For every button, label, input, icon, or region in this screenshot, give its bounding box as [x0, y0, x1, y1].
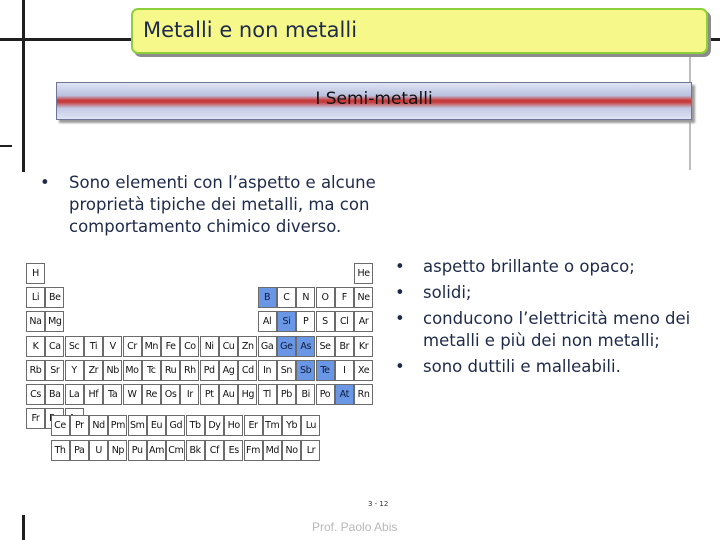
- element-sc: Sc: [65, 336, 84, 357]
- element-sm: Sm: [128, 415, 147, 436]
- element-rb: Rb: [26, 360, 45, 381]
- element-ru: Ru: [161, 360, 180, 381]
- element-ir: Ir: [180, 384, 199, 405]
- element-ag: Ag: [219, 360, 238, 381]
- element-hg: Hg: [238, 384, 257, 405]
- element-cu: Cu: [219, 336, 238, 357]
- element-si: Si: [277, 311, 296, 332]
- property-text: conducono l’elettricità meno dei metalli e più dei non metalli;: [423, 309, 691, 350]
- element-p: P: [296, 311, 315, 332]
- element-fe: Fe: [161, 336, 180, 357]
- element-kr: Kr: [354, 336, 373, 357]
- element-ca: Ca: [45, 336, 64, 357]
- element-s: S: [316, 311, 335, 332]
- element-er: Er: [244, 415, 263, 436]
- element-c: C: [277, 287, 296, 308]
- element-v: V: [103, 336, 122, 357]
- element-h: H: [26, 263, 45, 284]
- element-ge: Ge: [277, 336, 296, 357]
- element-bi: Bi: [296, 384, 315, 405]
- slide-subtitle: I Semi-metalli: [315, 89, 433, 109]
- bullet-icon: •: [395, 357, 405, 376]
- element-y: Y: [65, 360, 84, 381]
- list-item: [395, 256, 715, 278]
- property-text: solidi;: [423, 283, 472, 302]
- element-lu: Lu: [301, 415, 320, 436]
- element-ga: Ga: [258, 336, 277, 357]
- element-w: W: [123, 384, 142, 405]
- bullet-icon: •: [40, 173, 50, 192]
- element-bk: Bk: [186, 440, 205, 461]
- subtitle-bar: [56, 82, 692, 120]
- list-item: [395, 356, 715, 378]
- element-es: Es: [224, 440, 243, 461]
- element-ta: Ta: [103, 384, 122, 405]
- list-item: [395, 282, 715, 304]
- element-u: U: [89, 440, 108, 461]
- element-cf: Cf: [205, 440, 224, 461]
- figure-number: 3 - 12: [368, 500, 389, 508]
- element-ne: Ne: [354, 287, 373, 308]
- intro-bullet: [40, 172, 440, 238]
- element-dy: Dy: [205, 415, 224, 436]
- element-nb: Nb: [103, 360, 122, 381]
- element-pm: Pm: [108, 415, 127, 436]
- element-po: Po: [316, 384, 335, 405]
- element-sb: Sb: [296, 360, 315, 381]
- element-ba: Ba: [45, 384, 64, 405]
- element-re: Re: [142, 384, 161, 405]
- element-tm: Tm: [263, 415, 282, 436]
- element-yb: Yb: [282, 415, 301, 436]
- element-ni: Ni: [200, 336, 219, 357]
- element-f: F: [335, 287, 354, 308]
- element-li: Li: [26, 287, 45, 308]
- element-hf: Hf: [84, 384, 103, 405]
- footer-author: Prof. Paolo Abis: [312, 520, 398, 534]
- element-pb: Pb: [277, 384, 296, 405]
- element-os: Os: [161, 384, 180, 405]
- element-pa: Pa: [70, 440, 89, 461]
- element-ti: Ti: [84, 336, 103, 357]
- element-al: Al: [258, 311, 277, 332]
- left-accent-line-bottom: [22, 515, 25, 540]
- bullet-icon: •: [395, 283, 405, 302]
- element-pu: Pu: [128, 440, 147, 461]
- element-co: Co: [180, 336, 199, 357]
- element-be: Be: [45, 287, 64, 308]
- element-i: I: [335, 360, 354, 381]
- left-tick-line: [0, 145, 12, 147]
- element-th: Th: [51, 440, 70, 461]
- title-box: [131, 8, 708, 54]
- element-ho: Ho: [224, 415, 243, 436]
- element-gd: Gd: [166, 415, 185, 436]
- bullet-icon: •: [395, 257, 405, 276]
- element-la: La: [65, 384, 84, 405]
- element-mn: Mn: [142, 336, 161, 357]
- element-as: As: [296, 336, 315, 357]
- property-text: aspetto brillante o opaco;: [423, 257, 635, 276]
- element-nd: Nd: [89, 415, 108, 436]
- element-mg: Mg: [45, 311, 64, 332]
- properties-list: [395, 256, 715, 382]
- element-tc: Tc: [142, 360, 161, 381]
- element-se: Se: [316, 336, 335, 357]
- element-no: No: [282, 440, 301, 461]
- bullet-icon: •: [395, 309, 405, 328]
- element-zn: Zn: [238, 336, 257, 357]
- element-sn: Sn: [277, 360, 296, 381]
- slide-title: Metalli e non metalli: [143, 18, 358, 42]
- element-np: Np: [108, 440, 127, 461]
- element-eu: Eu: [147, 415, 166, 436]
- element-in: In: [258, 360, 277, 381]
- element-pr: Pr: [70, 415, 89, 436]
- element-rh: Rh: [180, 360, 199, 381]
- element-am: Am: [147, 440, 166, 461]
- element-mo: Mo: [123, 360, 142, 381]
- element-au: Au: [219, 384, 238, 405]
- intro-text: Sono elementi con l’aspetto e alcune proprietà tipiche dei metalli, ma con comportamento chimico diverso.: [69, 173, 376, 236]
- element-cd: Cd: [238, 360, 257, 381]
- property-text: sono duttili e malleabili.: [423, 357, 621, 376]
- element-zr: Zr: [84, 360, 103, 381]
- element-ar: Ar: [354, 311, 373, 332]
- element-pt: Pt: [200, 384, 219, 405]
- element-cl: Cl: [335, 311, 354, 332]
- element-te: Te: [316, 360, 335, 381]
- element-he: He: [354, 263, 373, 284]
- element-br: Br: [335, 336, 354, 357]
- element-o: O: [316, 287, 335, 308]
- element-fm: Fm: [244, 440, 263, 461]
- element-at: At: [335, 384, 354, 405]
- element-cm: Cm: [166, 440, 185, 461]
- element-cr: Cr: [123, 336, 142, 357]
- element-n: N: [296, 287, 315, 308]
- list-item: [395, 308, 715, 352]
- periodic-table: [26, 263, 393, 513]
- element-na: Na: [26, 311, 45, 332]
- left-accent-line: [22, 0, 25, 172]
- element-lr: Lr: [301, 440, 320, 461]
- element-cs: Cs: [26, 384, 45, 405]
- element-pd: Pd: [200, 360, 219, 381]
- element-xe: Xe: [354, 360, 373, 381]
- element-tb: Tb: [186, 415, 205, 436]
- element-fr: Fr: [26, 408, 45, 429]
- element-k: K: [26, 336, 45, 357]
- element-md: Md: [263, 440, 282, 461]
- element-b: B: [258, 287, 277, 308]
- element-rn: Rn: [354, 384, 373, 405]
- element-sr: Sr: [45, 360, 64, 381]
- element-ce: Ce: [51, 415, 70, 436]
- element-tl: Tl: [258, 384, 277, 405]
